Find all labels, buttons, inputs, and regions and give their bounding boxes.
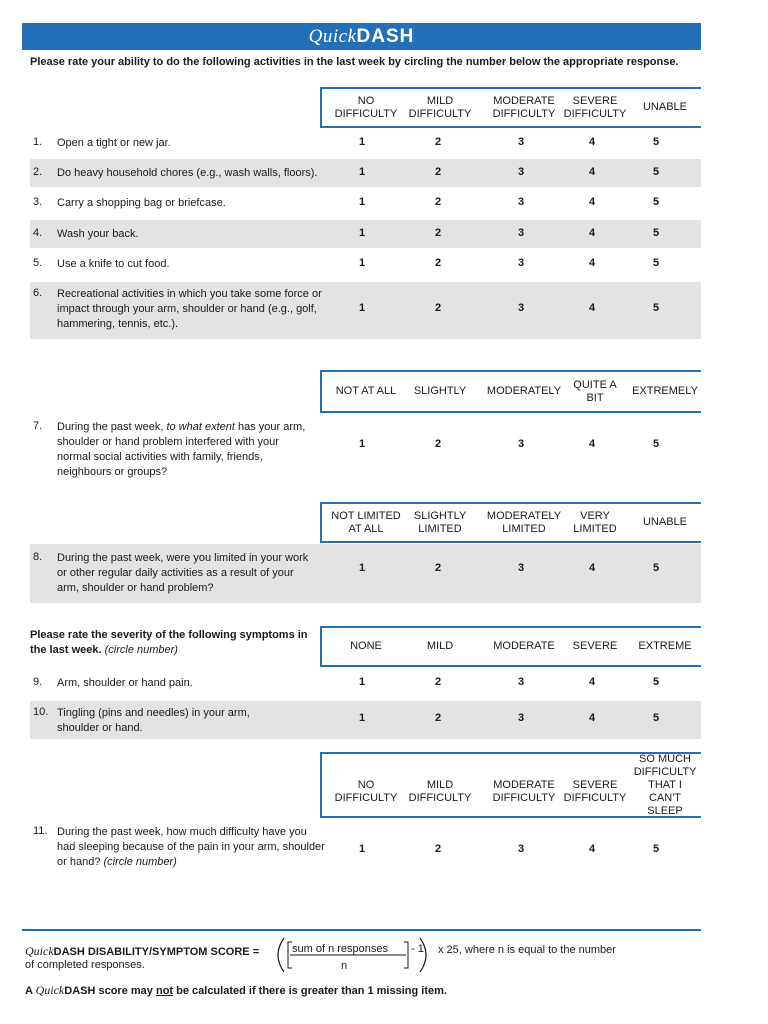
question-row [30,820,701,878]
formula-denominator: n [341,960,348,972]
missing-items-note: A QuickDASH score may not be calculated if there is greater than 1 missing item. [25,983,447,997]
question-text: Recreational activities in which you take some force or impact through your arm, shoulder or hand (e.g., golf, hammering, tennis, etc.). [57,288,322,330]
header-col-5: EXTREMELY [632,385,698,397]
response-4[interactable]: 4 [588,166,596,178]
response-1[interactable]: 1 [358,562,366,574]
response-2[interactable]: 2 [434,227,442,239]
response-1[interactable]: 1 [358,676,366,688]
header-col-4: VERY LIMITED [573,509,617,535]
question-row [30,159,701,187]
response-5[interactable]: 5 [652,302,660,314]
question-text: Open a tight or new jar. [57,137,171,149]
question-text: Use a knife to cut food. [57,258,170,270]
question-text: Arm, shoulder or hand pain. [57,677,193,689]
response-4[interactable]: 4 [588,257,596,269]
response-2[interactable]: 2 [434,196,442,208]
header-col-1: NO DIFFICULTY [334,94,398,120]
response-4[interactable]: 4 [588,562,596,574]
response-4[interactable]: 4 [588,676,596,688]
header-col-4: SEVERE [572,640,618,652]
header-col-5: SO MUCH DIFFICULTY THAT I CAN'T SLEEP [633,752,697,817]
response-2[interactable]: 2 [434,712,442,724]
response-1[interactable]: 1 [358,166,366,178]
response-4[interactable]: 4 [588,227,596,239]
header-col-1: NOT AT ALL [335,385,397,397]
question-text: During the past week, were you limited in your work or other regular daily activities as a result of your arm, shoulder or hand problem? [57,552,309,594]
response-3[interactable]: 3 [517,302,525,314]
response-2[interactable]: 2 [434,843,442,855]
response-5[interactable]: 5 [652,843,660,855]
question-number: 2. [33,166,43,178]
question-row [30,282,701,339]
response-2[interactable]: 2 [434,676,442,688]
section-2-header [320,370,701,413]
response-3[interactable]: 3 [517,227,525,239]
question-row [30,220,701,248]
response-1[interactable]: 1 [358,302,366,314]
header-col-5: EXTREME [638,640,692,652]
formula-minus-one: - 1 [411,943,424,955]
response-2[interactable]: 2 [434,438,442,450]
intro-text: Please rate your ability to do the following activities in the last week by circling the number below the appropriate response. [30,56,679,68]
question-number: 11. [33,825,48,837]
response-3[interactable]: 3 [517,196,525,208]
response-2[interactable]: 2 [434,136,442,148]
response-4[interactable]: 4 [588,843,596,855]
response-4[interactable]: 4 [588,136,596,148]
response-5[interactable]: 5 [652,562,660,574]
question-number: 7. [33,420,43,432]
response-5[interactable]: 5 [652,257,660,269]
response-4[interactable]: 4 [588,712,596,724]
header-col-2: MILD [426,640,454,652]
question-row [30,701,701,739]
header-col-4: QUITE A BIT [573,378,617,404]
score-divider [22,929,701,931]
header-col-3: MODERATELY LIMITED [486,509,562,535]
header-col-1: NONE [350,640,382,652]
response-4[interactable]: 4 [588,438,596,450]
header-col-4: SEVERE DIFFICULTY [563,778,627,804]
response-1[interactable]: 1 [358,227,366,239]
header-col-2: MILD DIFFICULTY [408,94,472,120]
question-text: Do heavy household chores (e.g., wash walls, floors). [57,167,318,179]
response-2[interactable]: 2 [434,302,442,314]
question-number: 10. [33,706,49,718]
section-4-header [320,626,701,667]
response-5[interactable]: 5 [652,438,660,450]
response-3[interactable]: 3 [517,257,525,269]
section-5-header [320,752,701,818]
question-text: During the past week, to what extent has your arm, shoulder or hand problem interfered with your normal social activities with family, friends, neighbours or groups? [57,421,306,478]
response-3[interactable]: 3 [517,712,525,724]
question-row [30,130,701,157]
response-3[interactable]: 3 [517,676,525,688]
section-3-header [320,502,701,543]
score-formula: QuickDASH DISABILITY/SYMPTOM SCORE = sum of n responses n - 1 x 25, where n is equal to the number of completed responses. [25,940,725,980]
header-col-2: MILD DIFFICULTY [408,778,472,804]
question-row [30,669,701,699]
question-text: Carry a shopping bag or briefcase. [57,197,226,209]
response-4[interactable]: 4 [588,196,596,208]
response-5[interactable]: 5 [652,676,660,688]
header-col-2: SLIGHTLY [413,385,467,397]
response-5[interactable]: 5 [652,166,660,178]
question-number: 5. [33,257,43,269]
response-3[interactable]: 3 [517,438,525,450]
response-1[interactable]: 1 [358,712,366,724]
formula-line-2: of completed responses. [25,959,145,971]
response-5[interactable]: 5 [652,227,660,239]
response-3[interactable]: 3 [517,562,525,574]
header-col-5: UNABLE [642,101,688,113]
formula-numerator: sum of n responses [292,943,388,955]
response-5[interactable]: 5 [652,136,660,148]
response-3[interactable]: 3 [517,166,525,178]
question-row [30,189,701,218]
response-1[interactable]: 1 [358,257,366,269]
title-main: DASH [356,26,415,47]
response-2[interactable]: 2 [434,562,442,574]
header-col-1: NOT LIMITED AT ALL [331,509,401,535]
response-3[interactable]: 3 [517,843,525,855]
response-1[interactable]: 1 [358,136,366,148]
response-3[interactable]: 3 [517,136,525,148]
response-1[interactable]: 1 [358,843,366,855]
question-text: Tingling (pins and needles) in your arm, shoulder or hand. [57,707,250,734]
response-1[interactable]: 1 [358,438,366,450]
question-number: 6. [33,287,43,299]
question-number: 3. [33,196,43,208]
formula-multiplier: x 25, where n is equal to the number [438,944,616,956]
response-4[interactable]: 4 [588,302,596,314]
symptoms-instruction: Please rate the severity of the following symptoms in the last week. (circle number) [30,629,308,656]
title-prefix: Quick [308,26,357,47]
response-2[interactable]: 2 [434,257,442,269]
section-1-header [320,87,701,128]
question-number: 9. [33,676,43,688]
response-5[interactable]: 5 [652,712,660,724]
header-col-3: MODERATE DIFFICULTY [492,778,556,804]
header-col-4: SEVERE DIFFICULTY [563,94,627,120]
header-col-3: MODERATELY [486,385,562,397]
question-row [30,415,701,483]
header-col-5: UNABLE [642,516,688,528]
question-row [30,544,701,603]
header-col-2: SLIGHTLY LIMITED [413,509,467,535]
question-number: 4. [33,227,43,239]
question-row [30,250,701,280]
response-1[interactable]: 1 [358,196,366,208]
response-5[interactable]: 5 [652,196,660,208]
form-title [22,23,701,50]
header-col-1: NO DIFFICULTY [334,778,398,804]
header-col-3: MODERATE DIFFICULTY [492,94,556,120]
question-number: 8. [33,551,43,563]
question-number: 1. [33,136,43,148]
question-text: During the past week, how much difficulty have you had sleeping because of the pain in your arm, shoulder or hand? (circle number) [57,826,325,868]
header-col-3: MODERATE [493,640,555,652]
question-text: Wash your back. [57,228,139,240]
response-2[interactable]: 2 [434,166,442,178]
